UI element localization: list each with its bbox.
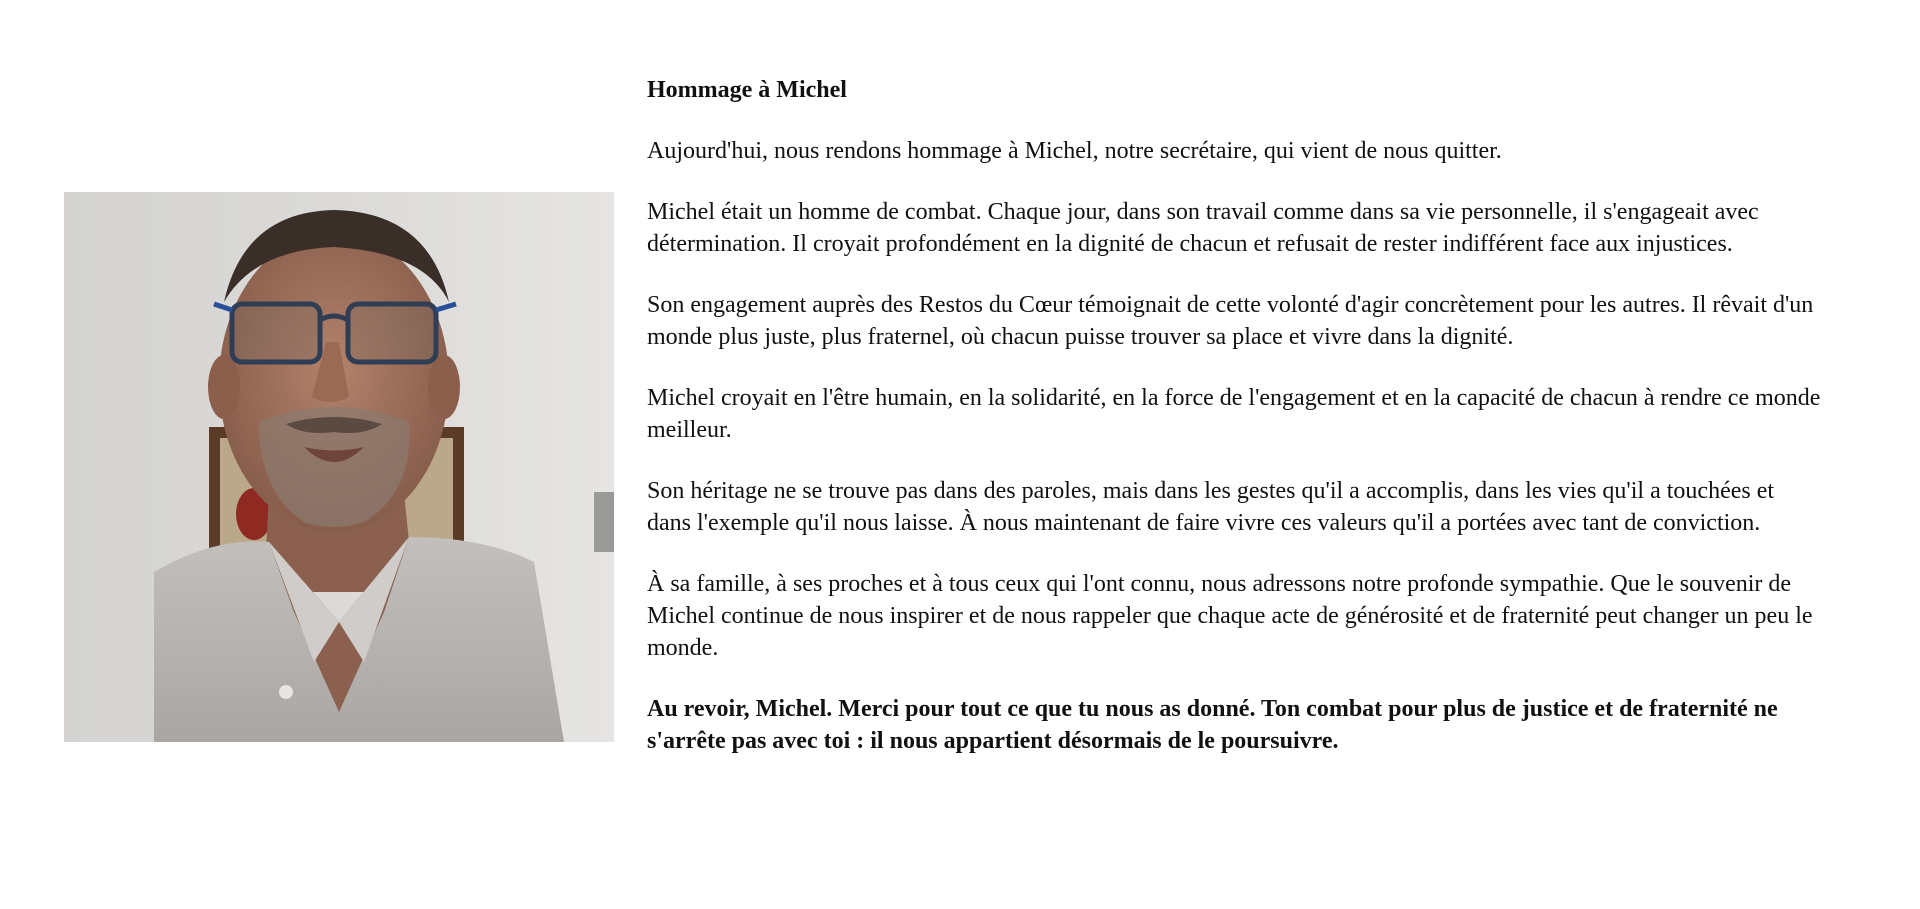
portrait-illustration [64,192,614,742]
paragraph-intro: Aujourd'hui, nous rendons hommage à Michel, notre secrétaire, qui vient de nous quitter. [647,138,1502,164]
article-title: Hommage à Michel [647,77,847,103]
paragraph-combat: Michel était un homme de combat. Chaque jour, dans son travail comme dans sa vie personnelle, il s'engageait avec détermination. Il croyait profondément en la dignité de chacun et refusait de rester indifférent face aux injustices. [647,199,1759,257]
tribute-text [647,74,1822,757]
paragraph-restos: Son engagement auprès des Restos du Cœur témoignait de cette volonté d'agir concrètement pour les autres. Il rêvait d'un monde plus juste, plus fraternel, où chacun puisse trouver sa place et vivre dans la dignité. [647,292,1814,350]
paragraph-solidarity: Michel croyait en l'être humain, en la solidarité, en la force de l'engagement et en la capacité de chacun à rendre ce monde meilleur. [647,385,1821,443]
paragraph-heritage: Son héritage ne se trouve pas dans des paroles, mais dans les gestes qu'il a accomplis, dans les vies qu'il a touchées et dans l'exemple qu'il nous laisse. À nous maintenant de faire vivre ces valeurs qu'il a portées avec tant de conviction. [647,478,1775,536]
closing-statement: Au revoir, Michel. Merci pour tout ce que tu nous as donné. Ton combat pour plus de justice et de fraternité ne s'arrête pas avec toi : il nous appartient désormais de le poursuivre. [647,696,1778,754]
paragraph-sympathy: À sa famille, à ses proches et à tous ceux qui l'ont connu, nous adressons notre profonde sympathie. Que le souvenir de Michel continue de nous inspirer et de nous rappeler que chaque acte de générosité et de fraternité peut changer un peu le monde. [647,571,1813,661]
portrait-photo [64,192,614,742]
